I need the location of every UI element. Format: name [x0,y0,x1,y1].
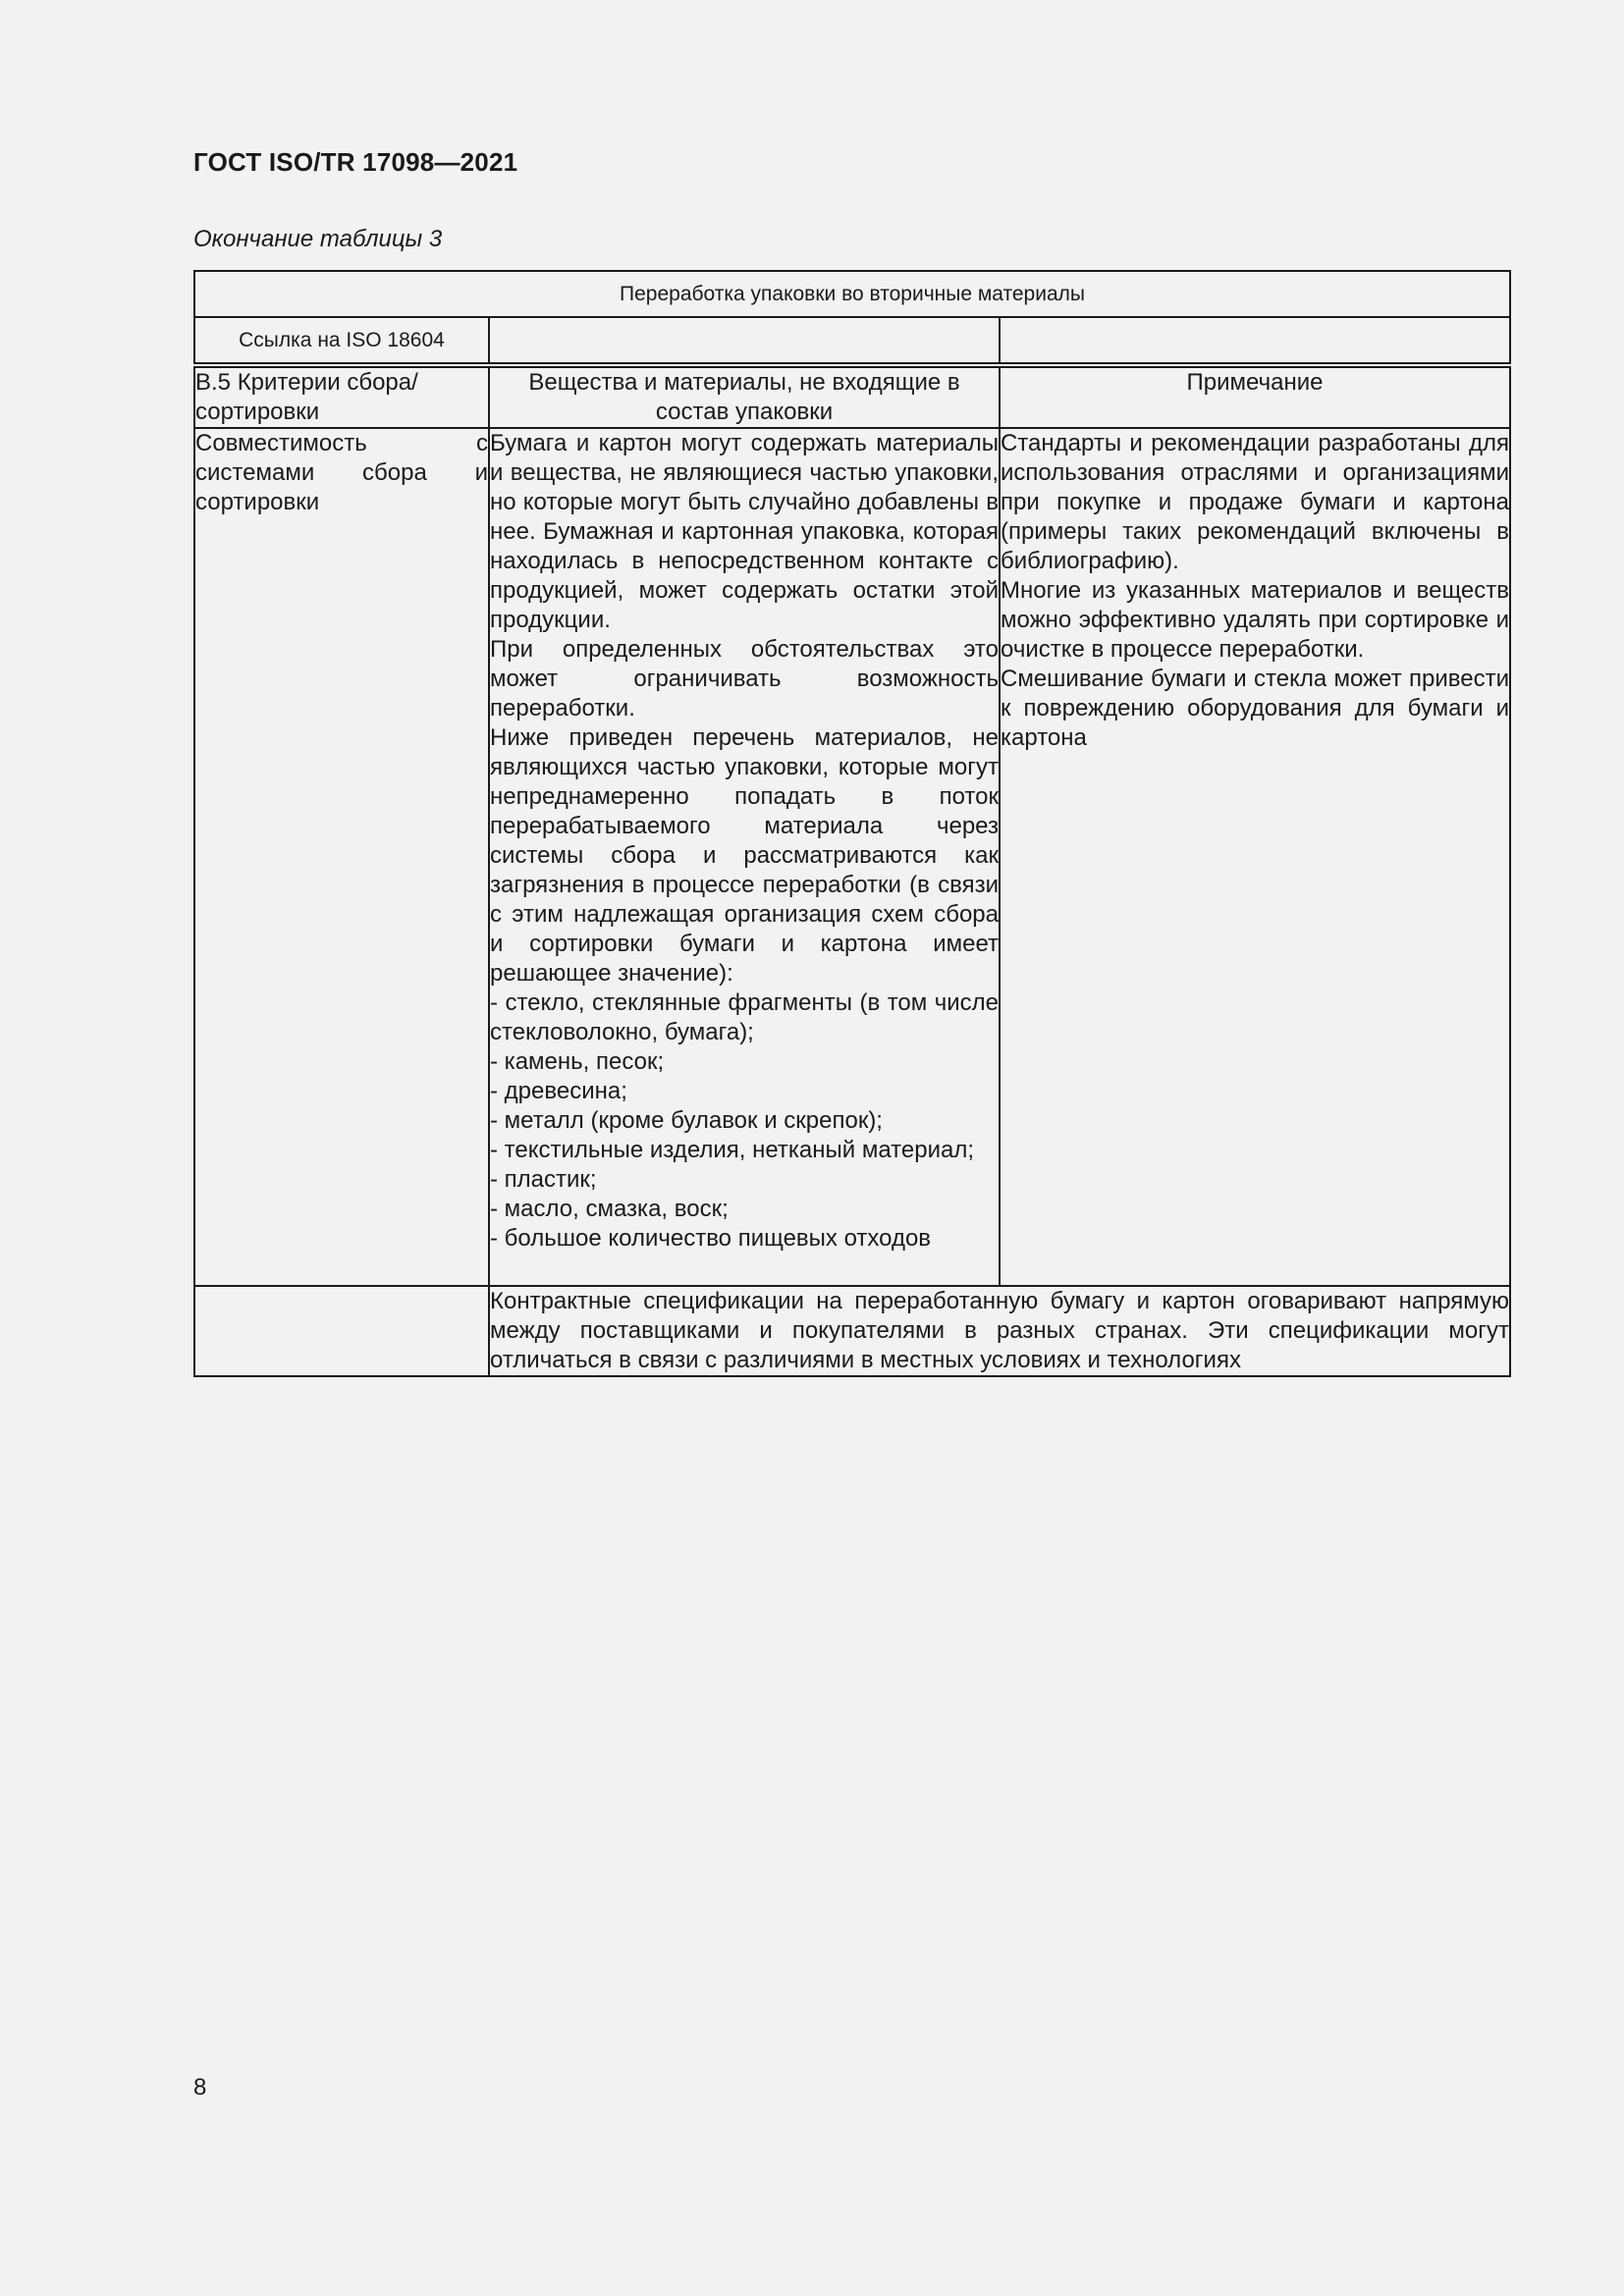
note-paragraph: Стандарты и рекомендации разработаны для использования отраслями и организациями при покупке и продаже бумаги и картона (примеры таких рекомендаций включены в библиографию). [1001,430,1510,574]
list-item: - металл (кроме булавок и скрепок); [490,1107,883,1134]
recycling-table [193,270,1511,1377]
page-number: 8 [193,2074,207,2101]
list-item: - стекло, стеклянные фрагменты (в том числе стекловолокно, бумага); [490,989,999,1045]
content-row [194,428,1510,1286]
note-paragraph: Смешивание бумаги и стекла может привести к повреждению оборудования для бумаги и картона [1001,666,1510,751]
substances-cell [489,428,1000,1286]
criteria-cell: Совместимость с системами сбора и сортировки [194,428,489,1286]
header-note: Примечание [1000,365,1510,428]
reference-empty-cell [1000,317,1510,365]
header-substances: Вещества и материалы, не входящие в состав упаковки [489,365,1000,428]
column-header-row [194,365,1510,428]
footer-text: Контрактные спецификации на переработанную бумагу и картон оговаривают напрямую между поставщиками и покупателями в разных странах. Эти спецификации могут отличаться в связи с различиями в местных условиях и технологиях [489,1286,1510,1376]
note-cell [1000,428,1510,1286]
list-item: - текстильные изделия, нетканый материал; [490,1137,975,1163]
reference-row [194,317,1510,365]
reference-label: Ссылка на ISO 18604 [194,317,489,365]
table-title: Переработка упаковки во вторичные материалы [194,271,1510,317]
table-title-row [194,271,1510,317]
list-item: - большое количество пищевых отходов [490,1225,932,1252]
list-item: - камень, песок; [490,1048,665,1075]
list-item: - древесина; [490,1078,627,1104]
list-item: - пластик; [490,1166,597,1193]
note-paragraph: Многие из указанных материалов и веществ можно эффективно удалять при сортировке и очистке в процессе переработки. [1001,577,1510,663]
substances-paragraph: Ниже приведен перечень материалов, не являющихся частью упаковки, которые могут непреднамеренно попадать в поток перерабатываемого материала через системы сбора и рассматриваются как загрязнения в процессе переработки (в связи с этим надлежащая организация схем сбора и сортировки бумаги и картона имеет решающее значение): [490,724,999,987]
footer-row [194,1286,1510,1376]
document-code: ГОСТ ISO/TR 17098—2021 [193,147,518,177]
header-criteria: В.5 Критерии сбора/ сортировки [194,365,489,428]
substances-paragraph: Бумага и картон могут содержать материалы и вещества, не являющиеся частью упаковки, но которые могут быть случайно добавлены в нее. Бумажная и картонная упаковка, которая находилась в непосредственном контакте с продукцией, может содержать остатки этой продукции. [490,430,999,633]
table-container [193,270,1509,1377]
reference-empty-cell [489,317,1000,365]
list-item: - масло, смазка, воск; [490,1196,729,1222]
substances-paragraph: При определенных обстоятельствах это может ограничивать возможность переработки. [490,636,999,721]
footer-empty-cell [194,1286,489,1376]
table-caption: Окончание таблицы 3 [193,226,443,252]
